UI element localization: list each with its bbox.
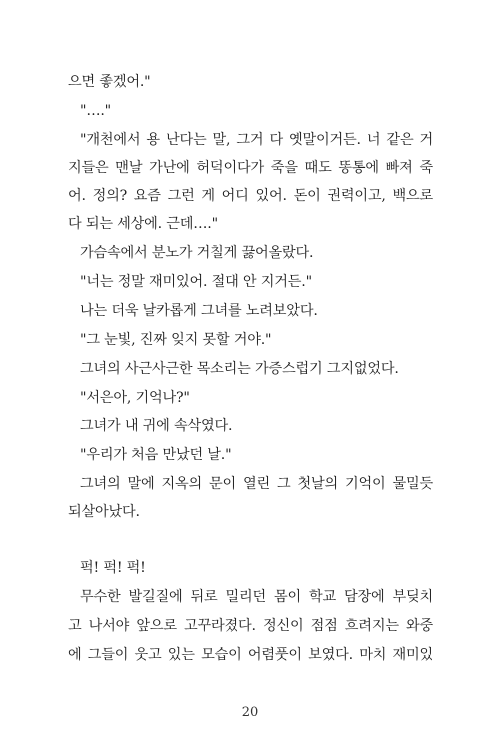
text-line: "너는 정말 재미있어. 절대 안 지거든." xyxy=(80,274,312,290)
text-line: 에 그들이 웃고 있는 모습이 어렴풋이 보였다. 마치 재미있 xyxy=(68,647,433,663)
text-line: 지들은 맨날 가난에 허덕이다가 죽을 때도 똥통에 빠져 죽 xyxy=(68,160,433,176)
text-line: 다 되는 세상에. 근데…." xyxy=(68,216,218,232)
text-line: 어. 정의? 요즘 그런 게 어디 있어. 돈이 권력이고, 백으로 xyxy=(68,188,433,204)
text-line: 고 나서야 앞으로 고꾸라졌다. 정신이 점점 흐려지는 와중 xyxy=(68,618,433,634)
text-line: 나는 더욱 날카롭게 그녀를 노려보았다. xyxy=(80,303,318,319)
text-line: 퍽! 퍽! 퍽! xyxy=(80,560,146,576)
text-line: 그녀가 내 귀에 속삭였다. xyxy=(80,418,233,434)
text-line: 그녀의 말에 지옥의 문이 열린 그 첫날의 기억이 물밀듯 xyxy=(80,476,433,492)
text-line: 그녀의 사근사근한 목소리는 가증스럽기 그지없었다. xyxy=(80,361,399,377)
text-line: "우리가 처음 만났던 날." xyxy=(80,447,232,463)
text-line: "…." xyxy=(80,103,111,119)
text-line: 가슴속에서 분노가 거칠게 끓어올랐다. xyxy=(80,245,314,261)
page-number: 20 xyxy=(241,705,259,720)
text-line: 무수한 발길질에 뒤로 밀리던 몸이 학교 담장에 부딪치 xyxy=(80,589,433,605)
text-line: 으면 좋겠어." xyxy=(68,74,151,90)
text-line: "개천에서 용 난다는 말, 그거 다 옛말이거든. 너 같은 거 xyxy=(80,132,433,148)
text-line: "그 눈빛, 진짜 잊지 못할 거야." xyxy=(80,332,272,348)
text-line: 되살아났다. xyxy=(68,504,140,520)
text-line: "서은아, 기억나?" xyxy=(80,390,190,406)
